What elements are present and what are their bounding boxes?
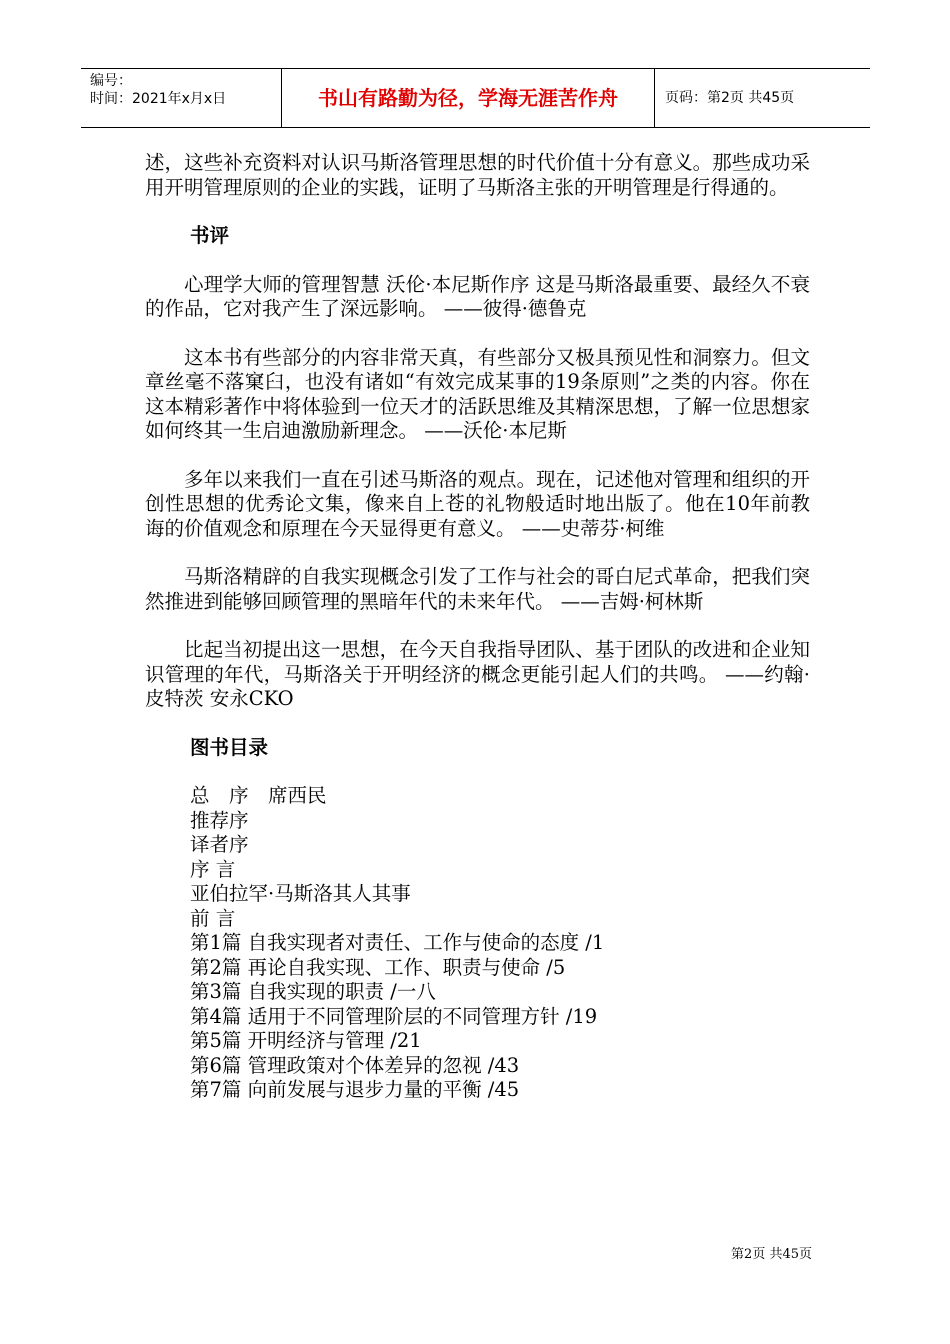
toc-item: 第6篇 管理政策对个体差异的忽视 /43 [190,1053,520,1077]
toc-item: 前 言 [190,906,236,930]
table-of-contents [190,784,810,1103]
review-paragraph: 比起当初提出这一思想，在今天自我指导团队、基于团队的改进和企业知识管理的年代，马斯洛关于开明经济的概念更能引起人们的共鸣。 ——约翰·皮特茨 安永CKO [145,638,810,710]
toc-item: 第2篇 再论自我实现、工作、职责与使命 /5 [190,955,566,979]
header-page-label: 页码：第2页 共45页 [665,90,795,106]
intro-paragraph: 述，这些补充资料对认识马斯洛管理思想的时代价值十分有意义。那些成功采用开明管理原则的企业的实践，证明了马斯洛主张的开明管理是行得通的。 [145,151,810,199]
review-heading: 书评 [190,224,230,247]
toc-item: 译者序 [190,833,249,856]
toc-item: 第1篇 自我实现者对责任、工作与使命的态度 /1 [190,931,605,954]
page-header [81,68,870,128]
review-paragraph: 心理学大师的管理智慧 沃伦·本尼斯作序 这是马斯洛最重要、最经久不衰的作品，它对我产生了深远影响。 ——彼得·德鲁克 [145,272,810,320]
review-paragraph: 马斯洛精辟的自我实现概念引发了工作与社会的哥白尼式革命，把我们突然推进到能够回顾管理的黑暗年代的未来年代。 ——吉姆·柯林斯 [145,565,810,613]
document-number-label: 编号： [90,73,132,89]
review-paragraph: 多年以来我们一直在引述马斯洛的观点。现在，记述他对管理和组织的开创性思想的优秀论文集，像来自上苍的礼物般适时地出版了。他在10年前教诲的价值观念和原理在今天显得更有意义。 ——史蒂芬·柯维 [145,467,810,540]
toc-item: 第7篇 向前发展与退步力量的平衡 /45 [190,1078,520,1101]
toc-item: 推荐序 [190,808,249,832]
toc-item: 序 言 [190,857,236,881]
toc-item: 亚伯拉罕·马斯洛其人其事 [190,882,411,905]
toc-item: 第3篇 自我实现的职责 /一八 [190,980,436,1003]
toc-item: 总 序 席西民 [190,784,327,807]
toc-item: 第4篇 适用于不同管理阶层的不同管理方针 /19 [190,1004,598,1028]
header-motto: 书山有路勤为径，学海无涯苦作舟 [282,69,655,127]
page-footer-number: 第2页 共45页 [731,1247,812,1262]
document-date-label: 时间：2021年x月x日 [90,91,227,107]
document-body [145,151,810,1103]
toc-item: 第5篇 开明经济与管理 /21 [190,1029,422,1052]
header-meta-cell [81,69,282,127]
toc-heading: 图书目录 [190,735,269,759]
review-paragraph: 这本书有些部分的内容非常天真，有些部分又极具预见性和洞察力。但文章丝毫不落窠臼，也没有诸如“有效完成某事的19条原则”之类的内容。你在这本精彩著作中将体验到一位天才的活跃思维及其精深思想，了解一位思想家如何终其一生启迪激励新理念。 ——沃伦·本尼斯 [145,345,810,442]
